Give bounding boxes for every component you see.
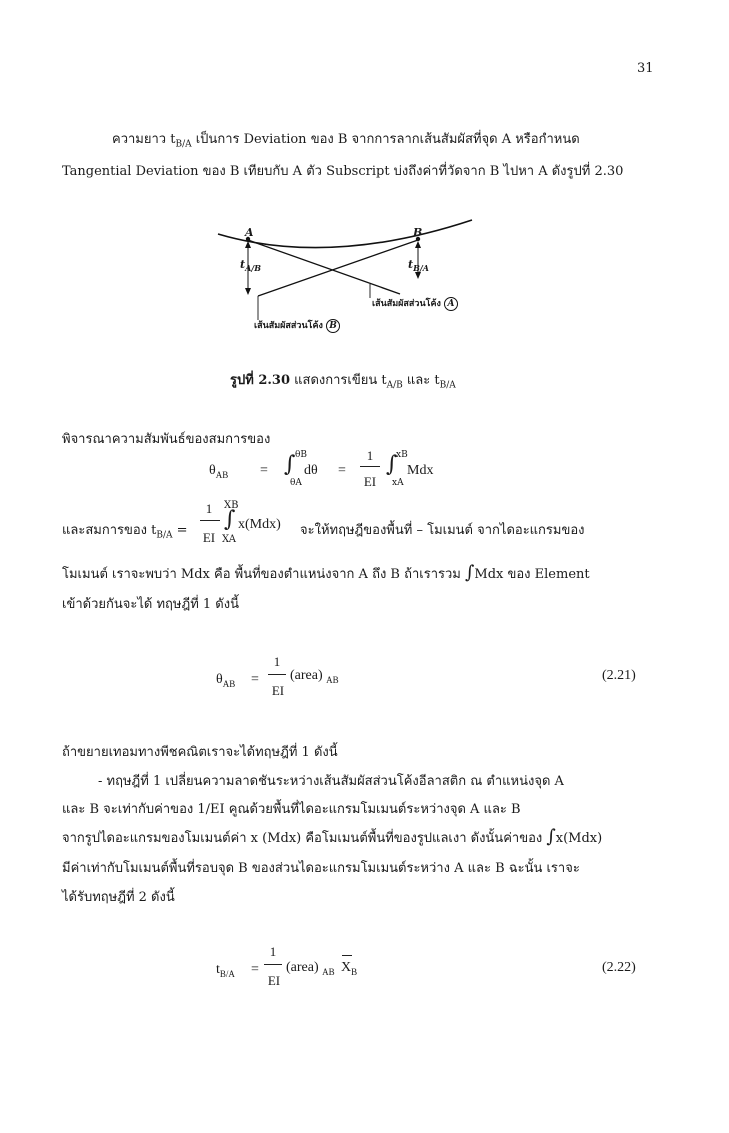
eq1-frac-num: 1: [366, 448, 374, 463]
eq222-lhs: $t_{B/A}$: [216, 962, 235, 979]
eq221-rhs: (area) $_{AB}$: [290, 668, 339, 685]
paragraph-1-line-1: [112, 128, 580, 150]
eq222-rhs: (area) $_{AB}$: [286, 960, 335, 977]
eq222-overbar: [342, 955, 352, 956]
eq221-frac-num: 1: [273, 654, 281, 669]
label-tba: $t_{B/A}$: [408, 258, 429, 274]
circled-letter-a: A: [444, 297, 458, 311]
eq1-equals-2: =: [338, 463, 346, 478]
eq1-integrand: dθ: [304, 463, 318, 478]
eq1-frac-bar: [360, 466, 380, 467]
eq1-lhs: $\theta_{AB}$: [209, 463, 229, 480]
p3-frac-den: EI: [202, 530, 216, 545]
p3-lower-limit: XA: [222, 534, 236, 545]
integral-sign-2: ∫: [386, 452, 398, 477]
eq221-frac-bar: [268, 674, 286, 675]
p3-frac-num: 1: [205, 501, 213, 516]
eq1-frac-den: EI: [363, 474, 377, 489]
paragraph-1-line-2: Tangential Deviation ของ B เทียบกับ A ตัว Subscript บ่งถึงค่าที่วัดจาก B ไปหา A ดังรูปที่ 2.30: [62, 164, 624, 179]
eq221-equals: =: [251, 672, 259, 687]
paragraph-3-suffix: จะให้ทฤษฎีของพื้นที่ – โมเมนต์ จากไดอะแกรมของ: [300, 523, 585, 538]
eq222-frac-num: 1: [269, 944, 277, 959]
eq1-lower-limit: θA: [290, 478, 302, 488]
integral-sign: ∫: [284, 452, 296, 477]
eq221-frac-den: EI: [271, 683, 285, 698]
paragraph-4-line-2: - ทฤษฎีที่ 1 เปลี่ยนความลาดชันระหว่างเส้นสัมผัสส่วนโค้งอีลาสติก ณ ตำแหน่งจุด A: [98, 774, 564, 789]
circled-letter-b: B: [326, 319, 340, 333]
paragraph-3-line-2: โมเมนต์ เราจะพบว่า Mdx คือ พื้นที่ของตำแหน่งจาก A ถึง B ถ้าเรารวม ∫Mdx ของ Element: [62, 562, 590, 583]
eq1-integrand-2: Mdx: [407, 463, 434, 478]
p3-frac-bar: [200, 520, 220, 521]
label-a: A: [245, 226, 254, 239]
paragraph-4-line-3: และ B จะเท่ากับค่าของ 1/EI คูณด้วยพื้นที่ไดอะแกรมโมเมนต์ระหว่างจุด A และ B: [62, 802, 521, 817]
figure-caption: รูปที่ 2.30 แสดงการเขียน $t_{A/B}$ และ $t_{B/A}$: [230, 373, 456, 391]
eq222-xbar: $X_B$: [341, 960, 358, 977]
label-tangent-b: เส้นสัมผัสส่วนโค้ง B: [254, 318, 340, 333]
paragraph-4-line-6: ได้รับทฤษฎีที่ 2 ดังนี้: [62, 890, 175, 905]
text: เป็นการ Deviation ของ B จากการลากเส้นสัมผัสที่จุด A หรือกำหนด: [191, 132, 580, 147]
subscript: B/A: [175, 139, 192, 150]
eq222-frac-bar: [264, 964, 282, 965]
eq1-lower-limit-2: xA: [392, 478, 404, 488]
page-number: 31: [637, 61, 654, 76]
text: ความยาว t: [112, 132, 176, 147]
paragraph-2: พิจารณาความสัมพันธ์ของสมการของ: [62, 432, 271, 447]
label-tangent-a: เส้นสัมผัสส่วนโค้ง A: [372, 296, 458, 311]
paragraph-4-line-4: จากรูปไดอะแกรมของโมเมนต์ค่า x (Mdx) คือโมเมนต์พื้นที่ของรูปแลเงา ดังนั้นค่าของ ∫x(Mdx): [62, 826, 603, 847]
paragraph-3-prefix: และสมการของ $t_{B/A}$ =: [62, 523, 188, 541]
eq1-upper-limit: θB: [295, 450, 308, 460]
eq1-equals: =: [260, 463, 268, 478]
eq222-number: (2.22): [602, 960, 636, 975]
eq222-frac-den: EI: [267, 973, 281, 988]
eq222-equals: =: [251, 962, 259, 977]
p3-integrand: x(Mdx): [238, 517, 281, 532]
paragraph-4-line-5: มีค่าเท่ากับโมเมนต์พื้นที่รอบจุด B ของส่วนไดอะแกรมโมเมนต์ระหว่าง A และ B ฉะนั้น เราจะ: [62, 861, 580, 876]
label-b: B: [413, 226, 423, 239]
p3-integral-sign: ∫: [224, 507, 236, 532]
label-tab: $t_{A/B}$: [240, 258, 261, 274]
paragraph-4-line-1: ถ้าขยายเทอมทางพีชคณิตเราจะได้ทฤษฎีที่ 1 ดังนี้: [62, 745, 338, 760]
paragraph-3-line-3: เข้าด้วยกันจะได้ ทฤษฎีที่ 1 ดังนี้: [62, 597, 239, 612]
eq221-lhs: $\theta_{AB}$: [216, 672, 236, 689]
p3-upper-limit: XB: [224, 500, 239, 511]
tangent-line-b: [258, 240, 418, 296]
caption-number: รูปที่ 2.30: [230, 373, 290, 388]
eq1-upper-limit-2: xB: [396, 450, 408, 460]
eq221-number: (2.21): [602, 668, 636, 683]
